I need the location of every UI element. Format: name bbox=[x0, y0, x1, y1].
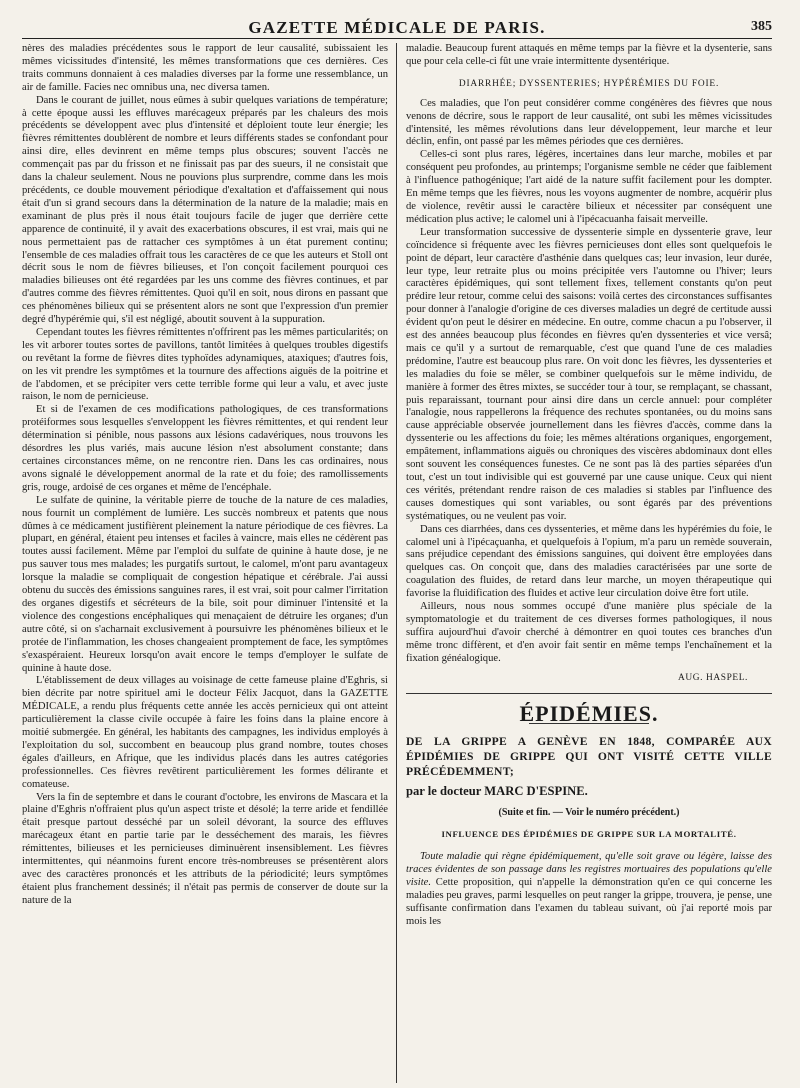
divider bbox=[406, 693, 772, 694]
paragraph: nères des maladies précédentes sous le rapport de leur causalité, subissaient les mêmes vicissitudes d'intensité, les mêmes transformations que ces dernières. Ces traits communs donnaient à ces maladies diverses par la forme une ressemblance, un air de famille. Facies nec omnibus una, nec diversa tamen. bbox=[22, 43, 388, 93]
paragraph bbox=[406, 851, 772, 928]
article-author: par le docteur MARC D'ESPINE. bbox=[406, 784, 588, 799]
paragraph: L'établissement de deux villages au voisinage de cette fameuse plaine d'Eghris, si bien décrite par notre spirituel ami le docteur Félix Jacquot, dans la GAZETTE MÉDICALE, a rendu plus fréquents cette année les accès pernicieux qui ont atteint particulièrement la classe civile occupée à faire les foins dans la plaine encore à moitié submergée. En général, les habitants des campagnes, les individus employés à l'exploitation du sol, succombent en beaucoup plus grand nombre, toutes choses égales d'ailleurs, en Afrique, que les individus placés dans les autres catégories professionnelles. Ces fièvres revêtirent particulièrement les formes délirante et comateuse. bbox=[22, 675, 388, 790]
page-header bbox=[22, 10, 772, 39]
subsection-heading: INFLUENCE DES ÉPIDÉMIES DE GRIPPE SUR LA MORTALITÉ. bbox=[441, 829, 737, 840]
paragraph: maladie. Beaucoup furent attaqués en même temps par la fièvre et la dysenterie, sans que pour cela celle-ci fût une vraie intermittente dysentérique. bbox=[406, 43, 772, 67]
paragraph: Dans ces diarrhées, dans ces dyssenteries, et même dans les hypérémies du foie, le calomel uni à l'ipécaçuanha, et quelquefois à l'opium, m'a paru un remède souverain, sans préjudice cependant des émissions sanguines, qui doivent être employées dans quelques cas. On conçoit que, dans des maladies caractérisées par une sorte de coagulation des fluides, de retard dans leur marche, un moyen thérapeutique qui favorise la fluidification des fluides et active leur circulation doive être fort utile. bbox=[406, 523, 772, 600]
paragraph: Cependant toutes les fièvres rémittentes n'offrirent pas les mêmes particularités; on les vit arborer toutes sortes de pavillons, tantôt limitées à quelques troubles digestifs ou revêtant la forme de fièvres dites typhoïdes adynamiques, ataxiques; d'autres fois, on les vit prendre les symptômes et la tournure des affections aiguës de la poitrine et de l'abdomen, et se précipiter vers cette terrible forme qui leur a valu, et avec juste raison, le nom de pernicieuse. bbox=[22, 326, 388, 403]
continuation-note: (Suite et fin. — Voir le numéro précédent.) bbox=[498, 807, 680, 819]
paragraph: Celles-ci sont plus rares, légères, incertaines dans leur marche, mobiles et par conséquent peu profondes, au printemps; l'organisme semble ne céder que faiblement à l'influence pathogénique; l'art aidé de la nature suffit facilement pour les dompter. En même temps que les fièvres, nous les voyons augmenter de nombre, acquérir plus de violence, revêtir aussi le caractère bilieux et nécessiter par conséquent une médication plus active; le calomel uni à l'ipécacuanha faisait merveille. bbox=[406, 149, 772, 225]
epidemics-heading: ÉPIDÉMIES. bbox=[519, 700, 659, 726]
paragraph: Ailleurs, nous nous sommes occupé d'une manière plus spéciale de la symptomatologie et du traitement de ces diverses formes pathologiques, il nous suffira aujourd'hui d'avoir cherché à démontrer en quoi toutes ces branches d'un même tronc diffèrent, et d'en avoir fait sentir en même temps l'enchaînement et la fixation généalogique. bbox=[406, 601, 772, 664]
right-column bbox=[396, 43, 772, 1083]
left-column bbox=[22, 43, 396, 1083]
page-number: 385 bbox=[751, 19, 772, 34]
text-columns bbox=[22, 43, 772, 1083]
paragraph-text: Cette proposition, qui n'appelle la démonstration qu'en ce qui concerne les maladies peu graves, parmi lesquelles on peut ranger la grippe, trouvera, je pense, une suffisante confirmation dans l'examen du tableau suivant, où j'ai reporté mois par mois les bbox=[406, 876, 772, 927]
paragraph: Leur transformation successive de dyssenterie simple en dyssenterie grave, leur coïncidence si fréquente avec les fièvres pernicieuses dont elles sont quelquefois le point de départ, leur caractère d'asthénie dans quelques cas; leur invasion, leur durée, leur type, leur retraite plus ou moins précipitée vers l'automne ou l'hiver; leurs caractères épidémiques, qui sont tellement fixes, tellement constants qu'on peut prédire leur retour, comme celui des saisons: voilà certes des circonstances suffisantes pour donner à l'analogie d'origine de ces diverses maladies un degré de certitude aussi évident qu'on peut le désirer en médecine. En outre, comme chacun a pu l'observer, il est des années beaucoup plus fécondes en fièvres qu'en dyssenteries et vice versâ; mais ce qu'il y a surtout de remarquable, c'est que quand l'une de ces maladies prédomine, l'autre est beaucoup plus rare. On voit donc les fièvres, les dyssenteries et les maladies du foie se mêler, se combiner quelquefois sur le même individu, de manière à former des êtres mixtes, se succéder tour à tour, se remplaçant, se chassant, puis reparaissant, tournant pour ainsi dire dans un cercle annuel: pour compléter l'analogie, nous rappellerons la fréquence des rechutes spontanées, ou du moins sans cause appréciable observée journellement dans les fièvres d'accès, comme dans la dyssenterie ou les affections du foie; les mêmes altérations organiques, engorgement, empâtement, inflammations aiguës ou chroniques des viscères abdominaux dont elles sont souvent les conséquences funestes. Ce ne sont pas là des parties séparées d'un tout, c'est un tout indivisible qui est gouverné par une cause unique. Ceux qui nient ces vérités, prétendant rendre raison de ces maladies si stables par l'influence des causes domestiques qui sont variables, ou sont égarés par des préventions systématiques, ou ne veulent pas voir. bbox=[406, 226, 772, 522]
paragraph: Et si de l'examen de ces modifications pathologiques, de ces transformations protéiformes sous lesquelles s'enveloppent les fièvres rémittentes, et qui rendent leur détermination si pénible, nous passons aux lésions cadavériques, nous trouvons les désordres les plus variés, mais aucune lésion n'est absolument constante; dans certaines circonstances même, on ne rencontre rien. Dans les cas ordinaires, nous avons signalé le développement anormal de la rate et du foie; des ramollissements gris, rouge, ardoisé de ces organes et même de l'encéphale. bbox=[22, 404, 388, 493]
paragraph: Dans le courant de juillet, nous eûmes à subir quelques variations de température; à cette époque aussi les effluves marécageux préparés par les chaleurs des mois précédents se développent avec plus d'intensité et déploient toute leur énergie; les fièvres rémittentes doublèrent de nombre et leurs différents stades se confondant pour ainsi dire, elles devinrent en même temps plus obscures; souvent l'accès ne commençait pas par du frisson et ne finissait pas par des sueurs, il ne consistait que dans la chaleur seulement. Nous ne pouvions plus surprendre, comme dans les mois précédents, ce double mouvement périodique d'exaltation et d'affaissement qui nous était d'un si grand secours dans la détermination de la nature de la maladie; mais en examinant de plus près il nous était toujours facile de juger que derrière cette apparence de continuité, il y avait des exacerbations obscures, il est vrai, mais qui ne nous permettaient pas de rattacher ces symptômes à un état purement continu; l'ensemble de ces maladies offrait tous les caractères de ce que les auteurs et Stoll ont décrit sous le nom de fièvres bilieuses, et l'on conçoit facilement pourquoi ces maladies bilieuses ont été regardées par les uns comme des fièvres continues, et par d'autres comme des fièvres rémittentes. Quoi qu'il en soit, nous dirons en passant que ces phénomènes bilieux qui se présentent alors ne sont que l'expression d'un premier degré d'hypérémie qui, s'il est négligé, aboutit souvent à la suppuration. bbox=[22, 94, 388, 326]
journal-title: GAZETTE MÉDICALE DE PARIS. bbox=[248, 18, 546, 37]
paragraph: Le sulfate de quinine, la véritable pierre de touche de la nature de ces maladies, nous fournit un complément de lumière. Les succès nombreux et patents que nous dûmes à ce médicament justifièrent pleinement la nature périodique de ces fièvres. La plupart, en général, étaient peu intenses et faciles à vaincre, mais elles ne cédèrent pas toutes aussi facilement. Même par l'emploi du sulfate de quinine à haute dose, je ne pus sauver tous mes malades; les purgatifs surtout, le calomel, m'ont paru avantageux lorsque la maladie se compliquait de congestion hépatique et cérébrale. J'ai aussi obtenu du succès des émissions sanguines rares, il est vrai, soit pour calmer l'irritation des organes digestifs et sécréteurs de la bile, soit pour diminuer l'intensité et la violence des congestions encéphaliques qui menaçaient de détruire les organes; d'un autre côté, si on s'acharnait exclusivement à poursuivre les phénomènes bilieux et le protée de l'inflammation, les choses changeaient promptement de face, les symptômes s'exaspéraient. Heureux lorsqu'on avait encore le temps d'employer le sulfate de quinine à haute dose. bbox=[22, 494, 388, 674]
paragraph: Vers la fin de septembre et dans le courant d'octobre, les environs de Mascara et la plaine d'Eghris n'offraient plus qu'un aspect triste et désolé; la terre aride et fendillée était presque partout desséché par un soleil dévorant, la source des effluves marécageux étant en partie tarie par le desséchement des marais, les fièvres rémittentes, bilieuses et les pernicieuses diminuèrent insensiblement. Les fièvres intermittentes, qui néanmoins furent encore très-nombreuses se présentèrent alors avec des caractères prononcés et les attributs de la périodicité; leurs symptômes étaient plus franchement dessinés; il n'était pas permis de conserver de doute sur la nature de la bbox=[22, 791, 388, 906]
paragraph: Ces maladies, que l'on peut considérer comme congénères des fièvres que nous venons de décrire, sous le rapport de leur causalité, ont subi les mêmes vicissitudes d'intensité, les mêmes révolutions dans leur développement, leur marche et leur déclin, enfin, ont passé par les mêmes périodes que ces dernières. bbox=[406, 97, 772, 148]
italic-lead-sentence: Toute maladie qui règne épidémiquement, qu'elle soit grave ou légère, laisse des traces évidentes de son passage dans les registres mortuaires des populations qu'elle visite. bbox=[406, 851, 772, 888]
article-subheading: DE LA GRIPPE A GENÈVE EN 1848, COMPARÉE AUX ÉPIDÉMIES DE GRIPPE QUI ONT VISITÉ CETTE VILLE PRÉCÉDEMMENT; bbox=[406, 735, 772, 779]
section-heading: DIARRHÉE; DYSSENTERIES; HYPÉRÉMIES DU FOIE. bbox=[458, 78, 720, 89]
author-signature: AUG. HASPEL. bbox=[678, 672, 748, 683]
